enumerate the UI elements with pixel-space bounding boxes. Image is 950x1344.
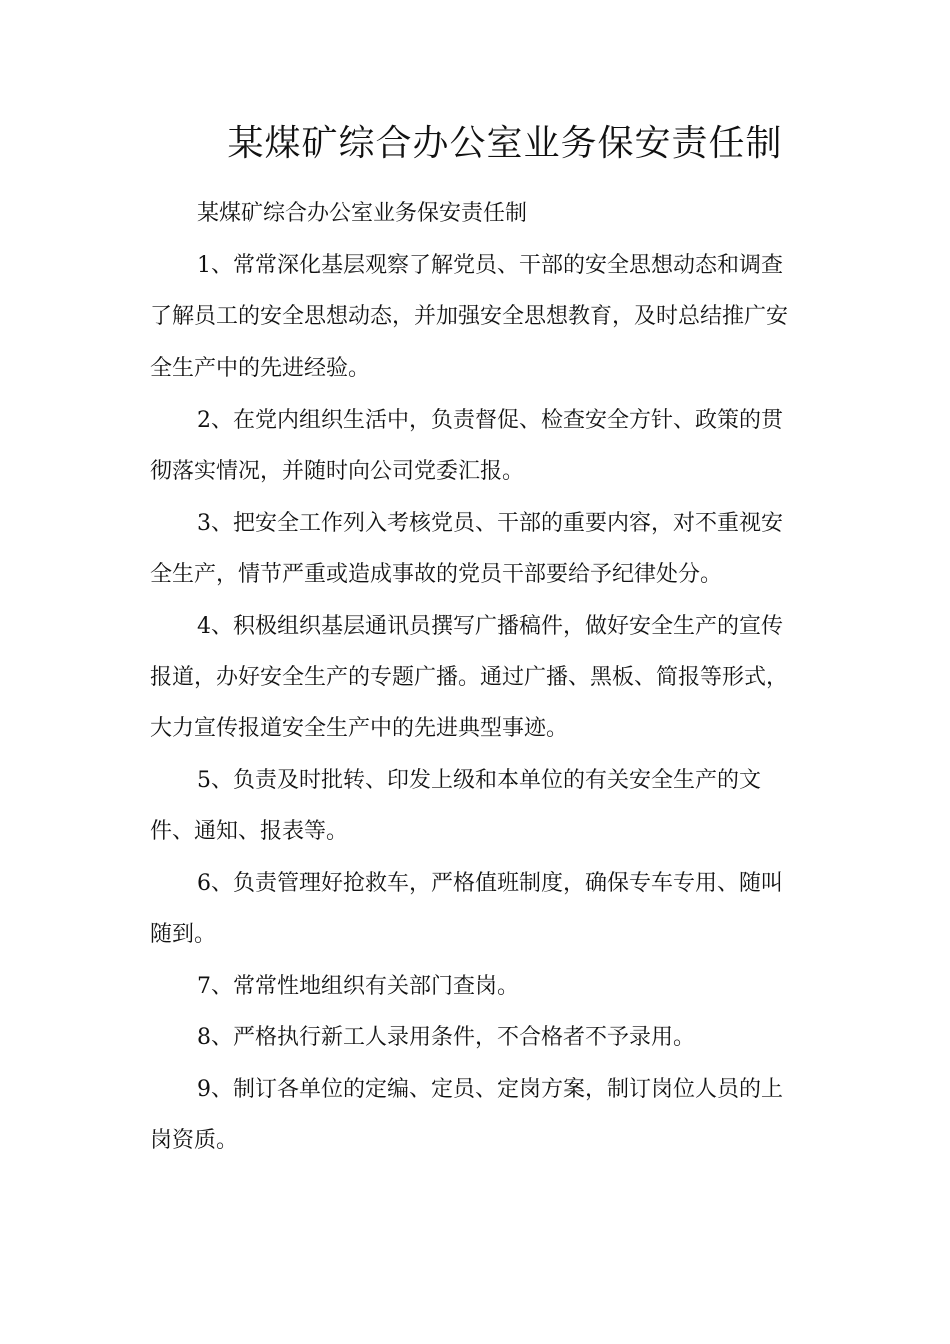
paragraph-line: 报道，办好安全生产的专题广播。通过广播、黑板、简报等形式， xyxy=(150,665,789,690)
paragraph-line: 3、把安全工作列入考核党员、干部的重要内容，对不重视安 xyxy=(197,511,783,536)
paragraph-line: 1、常常深化基层观察了解党员、干部的安全思想动态和调查 xyxy=(197,253,783,278)
paragraph-line: 彻落实情况，并随时向公司党委汇报。 xyxy=(150,459,525,484)
paragraph-line: 随到。 xyxy=(150,922,217,947)
paragraph-line: 岗资质。 xyxy=(150,1128,239,1153)
paragraph-line: 7、常常性地组织有关部门查岗。 xyxy=(197,974,519,999)
paragraph-line: 5、负责及时批转、印发上级和本单位的有关安全生产的文 xyxy=(197,768,761,793)
paragraph-line: 了解员工的安全思想动态，并加强安全思想教育，及时总结推广安 xyxy=(150,304,789,329)
paragraph-line: 8、严格执行新工人录用条件，不合格者不予录用。 xyxy=(197,1025,695,1050)
paragraph-line: 全生产中的先进经验。 xyxy=(150,356,371,381)
paragraph-line: 6、负责管理好抢救车，严格值班制度，确保专车专用、随叫 xyxy=(197,871,783,896)
paragraph-line: 2、在党内组织生活中，负责督促、检查安全方针、政策的贯 xyxy=(197,408,783,433)
paragraph-line: 9、制订各单位的定编、定员、定岗方案，制订岗位人员的上 xyxy=(197,1077,783,1102)
document-subtitle: 某煤矿综合办公室业务保安责任制 xyxy=(197,201,528,226)
paragraph-line: 大力宣传报道安全生产中的先进典型事迹。 xyxy=(150,716,569,741)
paragraph-line: 全生产，情节严重或造成事故的党员干部要给予纪律处分。 xyxy=(150,562,723,587)
document-title: 某煤矿综合办公室业务保安责任制 xyxy=(227,123,783,164)
paragraph-line: 4、积极组织基层通讯员撰写广播稿件，做好安全生产的宣传 xyxy=(197,614,783,639)
paragraph-line: 件、通知、报表等。 xyxy=(150,819,349,844)
